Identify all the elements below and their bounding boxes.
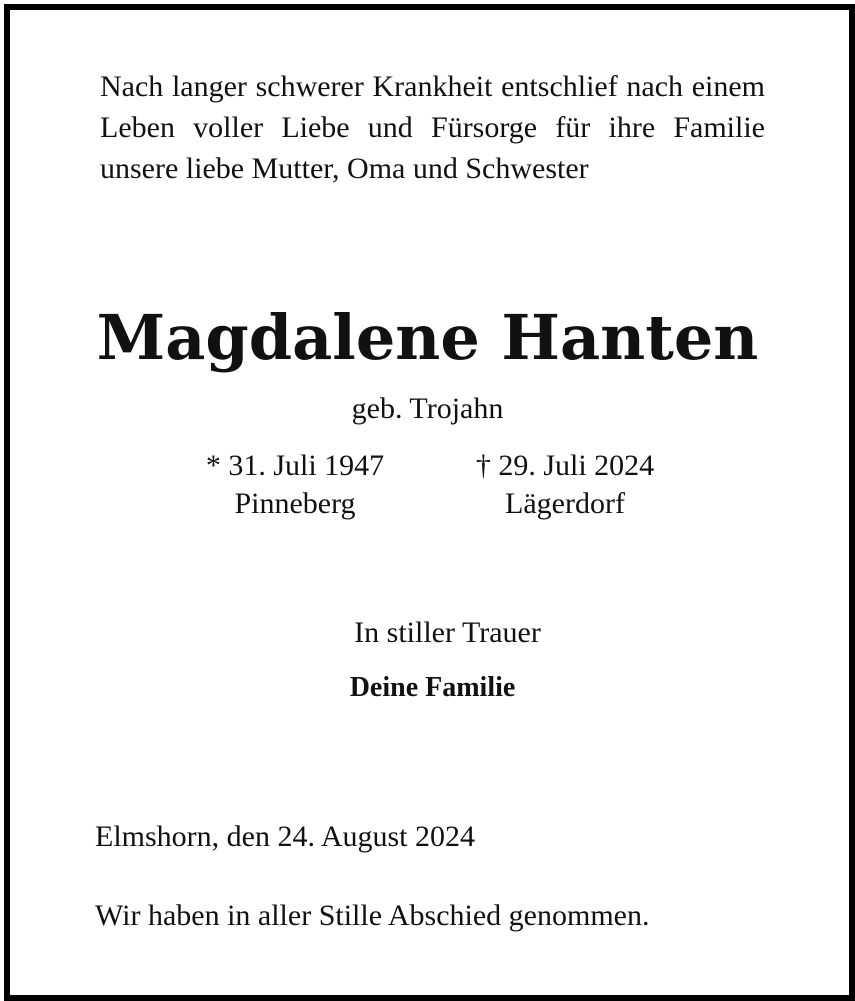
birth-place: Pinneberg [234, 487, 356, 520]
death-date: † 29. Juli 2024 [475, 449, 655, 482]
death-info [450, 447, 680, 523]
place-date: Elmshorn, den 24. August 2024 [95, 820, 475, 853]
death-place: Lägerdorf [505, 487, 625, 520]
signature: Deine Familie [349, 672, 516, 703]
birth-info [185, 447, 405, 523]
mourning-line: In stiller Trauer [354, 616, 541, 649]
closing-text: Wir haben in aller Stille Abschied genommen. [95, 899, 650, 932]
deceased-name: Magdalene Hanten [96, 301, 759, 374]
intro-text: Nach langer schwerer Krankheit entschlief nach einem Leben voller Liebe und Fürsorge für ihre Familie unsere liebe Mutter, Oma und Schwester [100, 70, 765, 185]
maiden-name: geb. Trojahn [351, 392, 504, 425]
birth-date: * 31. Juli 1947 [205, 449, 385, 482]
